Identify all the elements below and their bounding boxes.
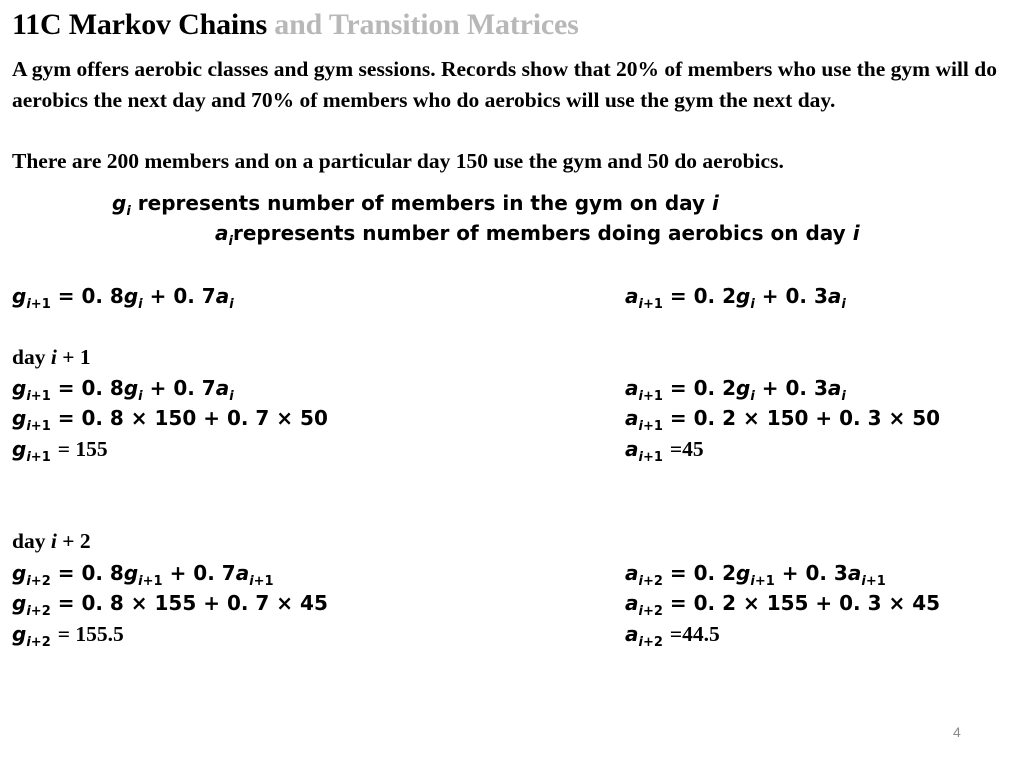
title-main: 11C Markov Chains (12, 8, 267, 41)
day2-g-substitution: $g_{i+2} = 0$. 8 × 155 + 0. 7 × 45 (12, 591, 328, 619)
day2-heading: day i + 2 (12, 529, 91, 553)
day1-a-formula: $a_{i+1} = 0$. $2g_i + 0$. $3a_i$ (625, 376, 846, 404)
day2-g-result: $g_{i+2} = 155.5$ (12, 622, 124, 650)
day1-g-substitution: $g_{i+1} = 0$. 8 × 150 + 0. 7 × 50 (12, 406, 328, 434)
slide-title (12, 8, 579, 42)
day2-a-formula: $a_{i+2} = 0$. $2g_{i+1} + 0$. $3a_{i+1}$ (625, 561, 886, 589)
day2-a-substitution: $a_{i+2} = 0$. 2 × 155 + 0. 3 × 45 (625, 591, 941, 619)
recurrence-g: $g_{i+1} = 0$. $8g_i + 0$. $7a_i$ (12, 284, 234, 312)
definition-g: $g_i$ represents number of members in the gym on day i (112, 191, 719, 219)
day1-g-result: $g_{i+1} = 155$ (12, 437, 108, 465)
day1-g-formula: $g_{i+1} = 0$. $8g_i + 0$. $7a_i$ (12, 376, 234, 404)
definition-a: $a_irepresents$ number of members doing aerobics on day i (215, 221, 860, 249)
day1-a-result: $a_{i+1} =45$ (625, 437, 704, 465)
day2-a-result: $a_{i+2} =44.5$ (625, 622, 720, 650)
title-sub: and Transition Matrices (274, 8, 579, 41)
day1-a-substitution: $a_{i+1} = 0$. 2 × 150 + 0. 3 × 50 (625, 406, 941, 434)
problem-paragraph-1: A gym offers aerobic classes and gym sessions. Records show that 20% of members who use the gym will do aerobics the next day and 70% of members who do aerobics will use the gym the next day. (12, 57, 997, 112)
recurrence-a: $a_{i+1} = 0$. $2g_i + 0$. $3a_i$ (625, 284, 846, 312)
day1-heading: day i + 1 (12, 345, 91, 369)
day2-g-formula: $g_{i+2} = 0$. $8g_{i+1} + 0$. $7a_{i+1}$ (12, 561, 274, 589)
problem-paragraph-2: There are 200 members and on a particular day 150 use the gym and 50 do aerobics. (12, 149, 784, 173)
page-number: 4 (953, 724, 961, 740)
